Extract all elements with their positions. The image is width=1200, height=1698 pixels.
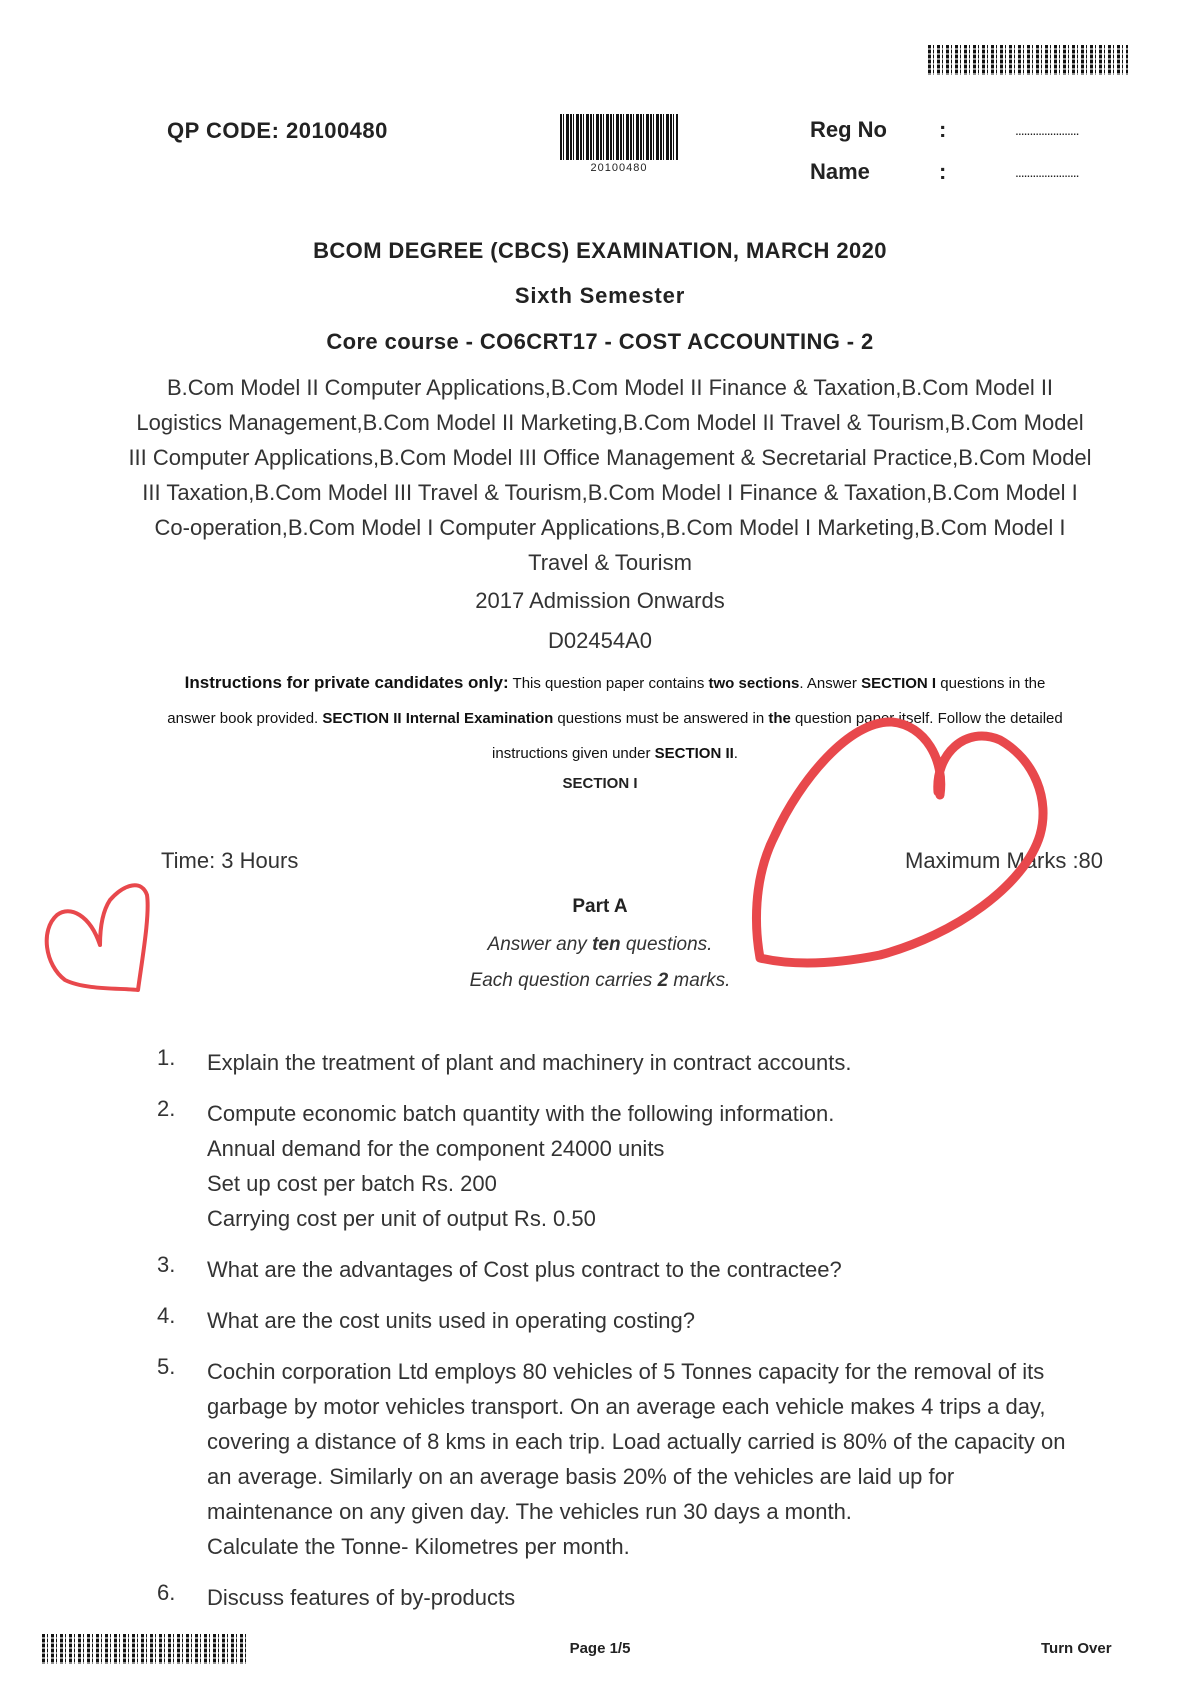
- time-allowed: Time: 3 Hours: [161, 848, 299, 873]
- question-list: [157, 1045, 1107, 1631]
- question-item: [157, 1303, 1107, 1338]
- reg-no-label: Reg No: [810, 117, 887, 142]
- programme-line: Logistics Management,B.Com Model II Marketing,B.Com Model II Travel & Tourism,B.Com Model: [136, 410, 1084, 435]
- question-text: Discuss features of by-products: [207, 1585, 516, 1610]
- question-number: 4.: [157, 1303, 176, 1328]
- course-title: Core course - CO6CRT17 - COST ACCOUNTING - 2: [326, 329, 874, 354]
- paper-code: D02454A0: [548, 628, 652, 653]
- answer-instruction: Answer any ten questions.: [487, 934, 713, 955]
- name-label: Name: [810, 159, 870, 184]
- question-text: Annual demand for the component 24000 units: [207, 1136, 665, 1161]
- bottom-left-2d-barcode: [42, 1634, 247, 1664]
- reg-no-colon: :: [939, 117, 947, 142]
- question-text: Calculate the Tonne- Kilometres per month.: [207, 1534, 630, 1559]
- question-number: 2.: [157, 1096, 176, 1121]
- question-text: maintenance on any given day. The vehicles run 30 days a month.: [207, 1499, 852, 1524]
- question-number: 6.: [157, 1580, 176, 1605]
- question-text: garbage by motor vehicles transport. On an average each vehicle makes 4 trips a day,: [207, 1394, 1046, 1419]
- question-item: [157, 1096, 1107, 1236]
- qp-barcode: [560, 114, 678, 160]
- question-number: 3.: [157, 1252, 176, 1277]
- semester: Sixth Semester: [514, 283, 686, 308]
- question-number: 1.: [157, 1045, 176, 1070]
- turn-over-note: Turn Over: [1041, 1640, 1112, 1657]
- programme-line: III Computer Applications,B.Com Model III Office Management & Secretarial Practice,B.Com Model: [128, 445, 1092, 470]
- reg-no-blank: ......................: [1015, 122, 1079, 138]
- question-text: What are the advantages of Cost plus contract to the contractee?: [207, 1257, 842, 1282]
- section-heading: SECTION I: [562, 775, 638, 792]
- programme-line: B.Com Model II Computer Applications,B.Com Model II Finance & Taxation,B.Com Model II: [166, 375, 1054, 400]
- programme-line: Travel & Tourism: [528, 550, 692, 575]
- question-item: [157, 1354, 1107, 1564]
- question-text: Carrying cost per unit of output Rs. 0.50: [207, 1206, 596, 1231]
- question-item: [157, 1252, 1107, 1287]
- maximum-marks: Maximum Marks :80: [905, 848, 1104, 873]
- instruction-line-2: answer book provided. SECTION II Internal Examination questions must be answered in the question paper itself. Follow the detailed: [167, 710, 1063, 727]
- exam-title: BCOM DEGREE (CBCS) EXAMINATION, MARCH 2020: [313, 238, 887, 263]
- instruction-line-3: instructions given under SECTION II.: [492, 745, 738, 762]
- top-right-2d-barcode: [928, 45, 1128, 75]
- instruction-line-1: Instructions for private candidates only: This question paper contains two sections. Answer SECTION I questions in the: [184, 673, 1046, 692]
- marks-instruction: Each question carries 2 marks.: [469, 970, 731, 991]
- question-number: 5.: [157, 1354, 176, 1379]
- private-candidate-instructions: [100, 665, 1130, 771]
- admission-note: 2017 Admission Onwards: [475, 588, 725, 613]
- question-text: What are the cost units used in operating costing?: [207, 1308, 695, 1333]
- page-number: Page 1/5: [569, 1640, 631, 1657]
- question-text: Set up cost per batch Rs. 200: [207, 1171, 497, 1196]
- qp-barcode-number: 20100480: [590, 162, 648, 174]
- programme-list: [110, 370, 1110, 580]
- part-title: Part A: [572, 896, 628, 917]
- name-colon: :: [939, 159, 947, 184]
- question-text: covering a distance of 8 kms in each trip. Load actually carried is 80% of the capacity on: [207, 1429, 1066, 1454]
- question-text: Cochin corporation Ltd employs 80 vehicles of 5 Tonnes capacity for the removal of its: [207, 1359, 1045, 1384]
- question-text: Explain the treatment of plant and machinery in contract accounts.: [207, 1050, 852, 1075]
- question-item: [157, 1580, 1107, 1615]
- question-text: Compute economic batch quantity with the following information.: [207, 1101, 835, 1126]
- qp-code: QP CODE: 20100480: [167, 118, 388, 143]
- programme-line: Co-operation,B.Com Model I Computer Applications,B.Com Model I Marketing,B.Com Model I: [154, 515, 1066, 540]
- name-blank: ......................: [1015, 164, 1079, 180]
- question-item: [157, 1045, 1107, 1080]
- question-text: an average. Similarly on an average basis 20% of the vehicles are laid up for: [207, 1464, 955, 1489]
- programme-line: III Taxation,B.Com Model III Travel & Tourism,B.Com Model I Finance & Taxation,B.Com Model I: [142, 480, 1078, 505]
